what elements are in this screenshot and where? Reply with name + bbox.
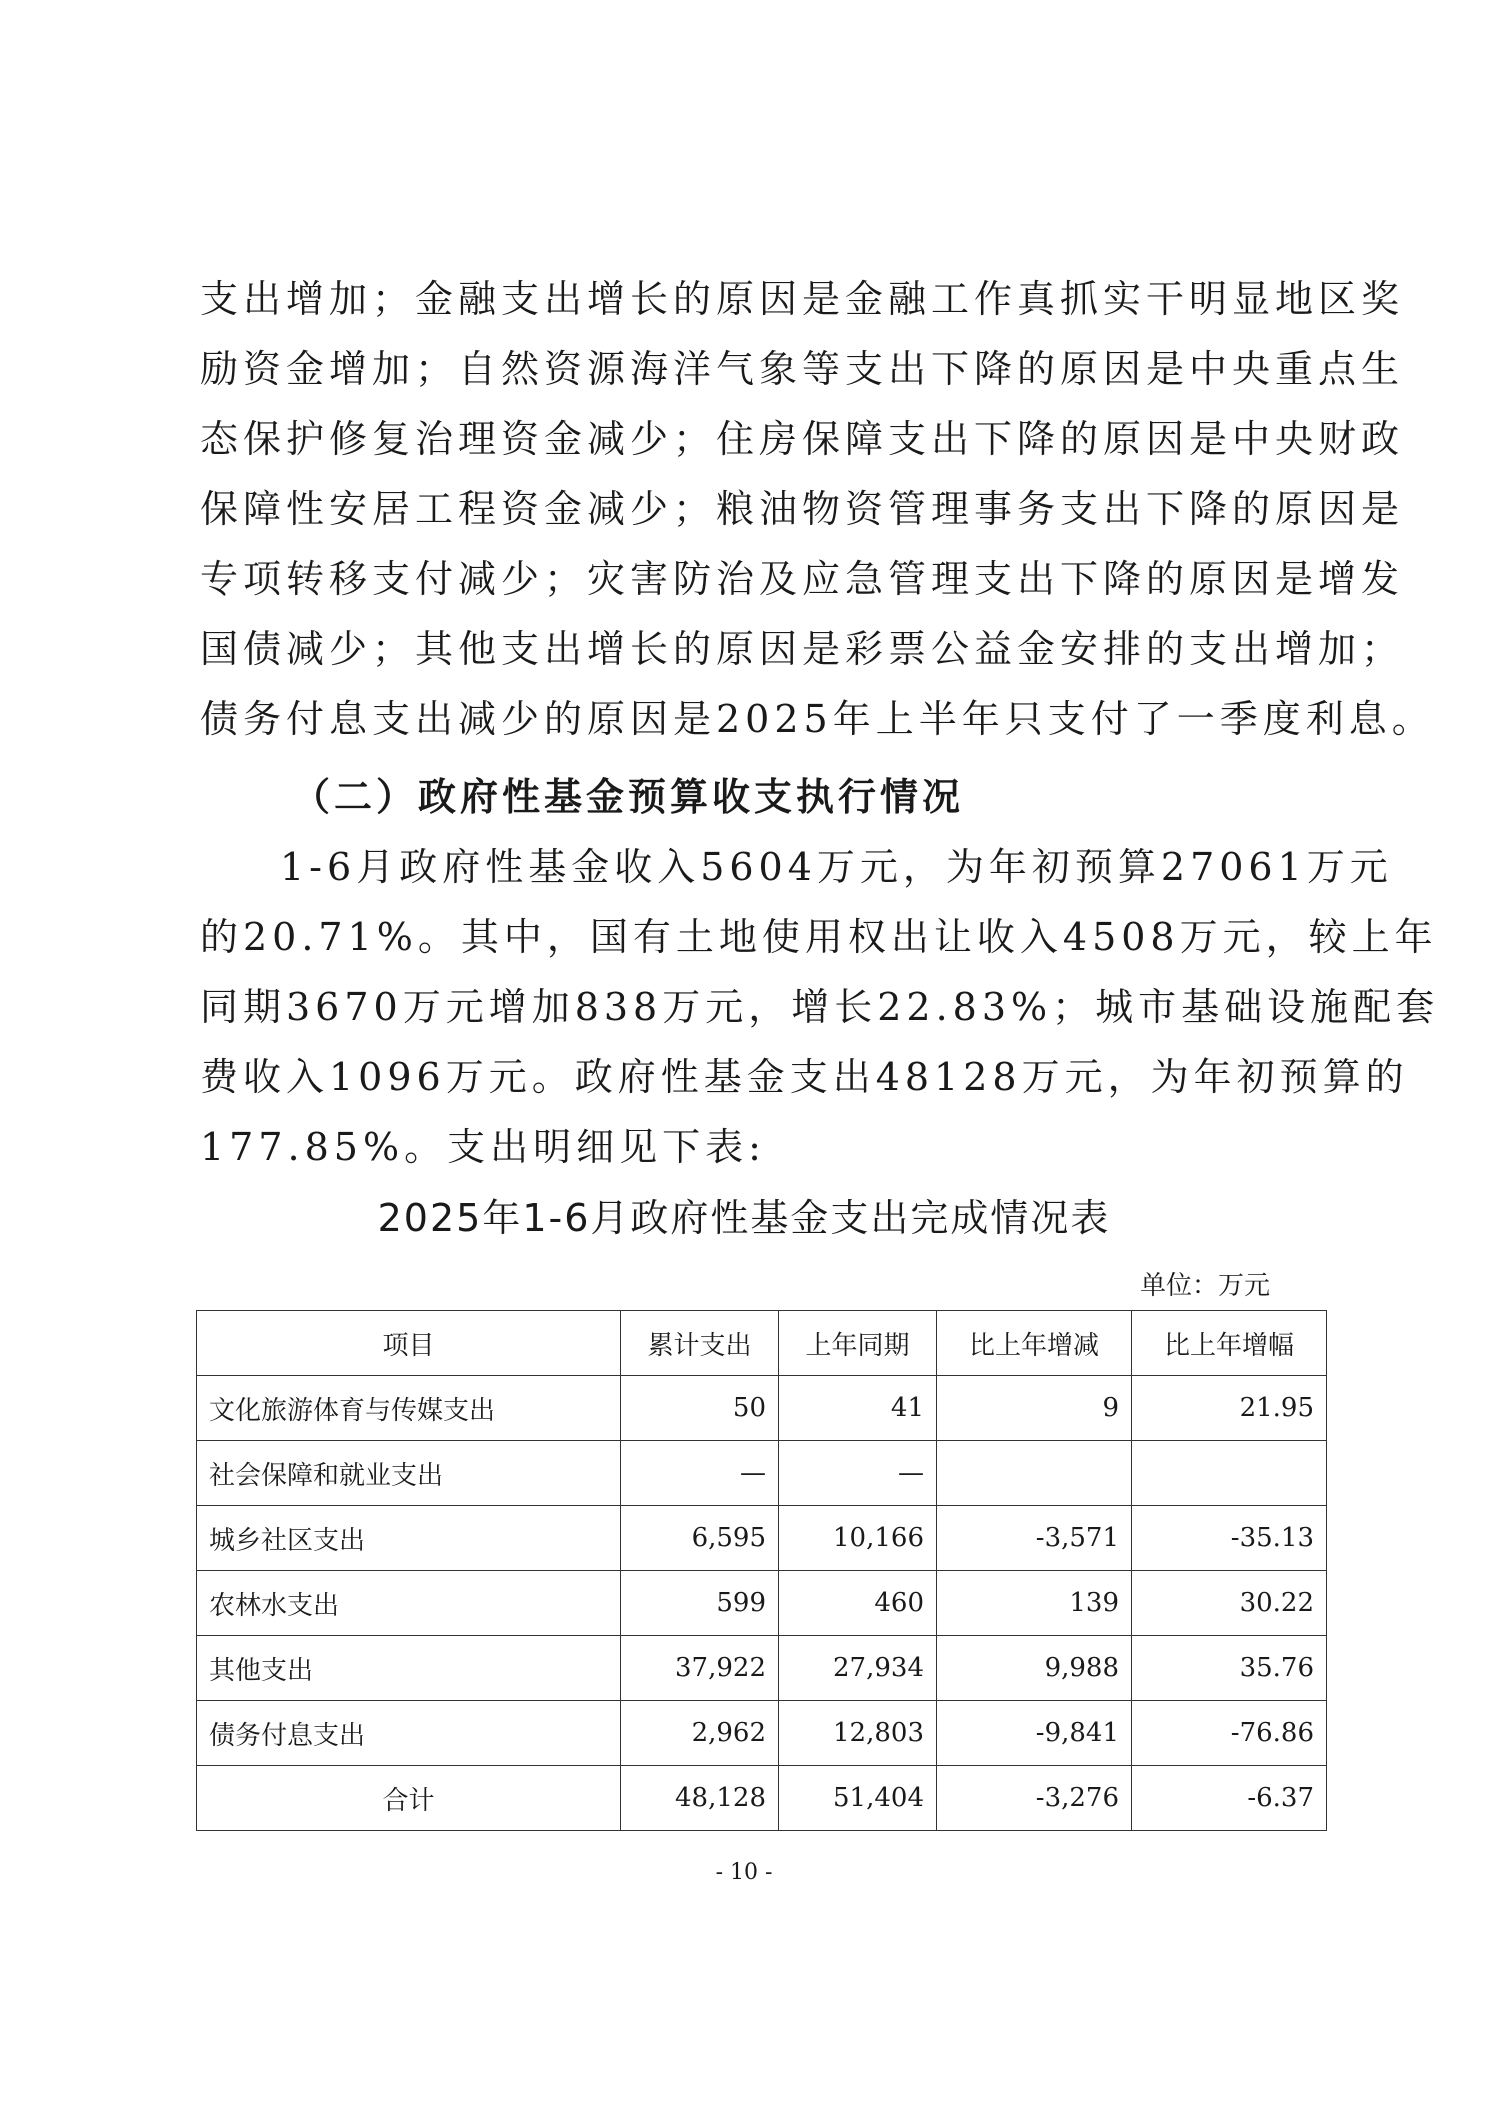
text-line: 同期3670万元增加838万元，增长22.83%；城市基础设施配套 (200, 985, 1440, 1029)
table-row (197, 1376, 1327, 1441)
cell-change-rate: -35.13 (1132, 1506, 1327, 1571)
cell-change: 9,988 (937, 1636, 1132, 1701)
table-title: 2025年1-6月政府性基金支出完成情况表 (377, 1196, 1111, 1240)
text-line: 专项转移支付减少；灾害防治及应急管理支出下降的原因是增发 (200, 557, 1405, 601)
header-change: 比上年增减 (937, 1311, 1132, 1376)
cell-last-year: 460 (779, 1571, 937, 1636)
cell-cumulative: 6,595 (621, 1506, 779, 1571)
row-label: 文化旅游体育与传媒支出 (197, 1376, 621, 1441)
row-label: 农林水支出 (197, 1571, 621, 1636)
cell-change-rate: -76.86 (1132, 1701, 1327, 1766)
header-change-rate: 比上年增幅 (1132, 1311, 1327, 1376)
row-label: 债务付息支出 (197, 1701, 621, 1766)
cell-change-rate: -6.37 (1132, 1766, 1327, 1831)
cell-change-rate: 21.95 (1132, 1376, 1327, 1441)
cell-change: -3,571 (937, 1506, 1132, 1571)
text-line: 国债减少；其他支出增长的原因是彩票公益金安排的支出增加； (200, 627, 1405, 671)
cell-change-rate: 30.22 (1132, 1571, 1327, 1636)
cell-cumulative: 2,962 (621, 1701, 779, 1766)
table-row (197, 1506, 1327, 1571)
section-heading: （二）政府性基金预算收支执行情况 (292, 774, 965, 819)
text-line: 费收入1096万元。政府性基金支出48128万元，为年初预算的 (200, 1055, 1409, 1099)
table-row (197, 1571, 1327, 1636)
fund-expenditure-table (196, 1310, 1327, 1831)
page-number: - 10 - (715, 1860, 773, 1885)
cell-change: -9,841 (937, 1701, 1132, 1766)
text-line: 的20.71%。其中，国有土地使用权出让收入4508万元，较上年 (200, 915, 1438, 959)
cell-change: 9 (937, 1376, 1132, 1441)
cell-cumulative: 37,922 (621, 1636, 779, 1701)
text-line: 债务付息支出减少的原因是2025年上半年只支付了一季度利息。 (200, 697, 1435, 741)
text-line: 励资金增加；自然资源海洋气象等支出下降的原因是中央重点生 (200, 347, 1405, 391)
cell-cumulative: 48,128 (621, 1766, 779, 1831)
intro-paragraph (200, 264, 1435, 754)
header-item: 项目 (197, 1311, 621, 1376)
cell-cumulative: — (621, 1441, 779, 1506)
header-cumulative: 累计支出 (621, 1311, 779, 1376)
cell-last-year: 12,803 (779, 1701, 937, 1766)
row-label: 社会保障和就业支出 (197, 1441, 621, 1506)
row-label: 其他支出 (197, 1636, 621, 1701)
cell-change: 139 (937, 1571, 1132, 1636)
cell-change: -3,276 (937, 1766, 1132, 1831)
header-last-year: 上年同期 (779, 1311, 937, 1376)
cell-last-year: 51,404 (779, 1766, 937, 1831)
table-row (197, 1701, 1327, 1766)
text-line: 177.85%。支出明细见下表: (200, 1125, 766, 1169)
cell-last-year: 10,166 (779, 1506, 937, 1571)
cell-last-year: 41 (779, 1376, 937, 1441)
text-line: 1-6月政府性基金收入5604万元，为年初预算27061万元 (280, 845, 1393, 889)
cell-change (937, 1441, 1132, 1506)
cell-change-rate: 35.76 (1132, 1636, 1327, 1701)
text-line: 支出增加；金融支出增长的原因是金融工作真抓实干明显地区奖 (200, 277, 1405, 321)
table-unit: 单位：万元 (1139, 1271, 1270, 1301)
cell-cumulative: 599 (621, 1571, 779, 1636)
row-label: 城乡社区支出 (197, 1506, 621, 1571)
table-total-row (197, 1766, 1327, 1831)
cell-last-year: — (779, 1441, 937, 1506)
table-row (197, 1636, 1327, 1701)
cell-cumulative: 50 (621, 1376, 779, 1441)
cell-last-year: 27,934 (779, 1636, 937, 1701)
fund-paragraph (200, 832, 1440, 1182)
table-header-row (197, 1311, 1327, 1376)
row-label-total: 合计 (197, 1766, 621, 1831)
table-row (197, 1441, 1327, 1506)
cell-change-rate (1132, 1441, 1327, 1506)
text-line: 保障性安居工程资金减少；粮油物资管理事务支出下降的原因是 (200, 487, 1405, 531)
text-line: 态保护修复治理资金减少；住房保障支出下降的原因是中央财政 (200, 417, 1405, 461)
